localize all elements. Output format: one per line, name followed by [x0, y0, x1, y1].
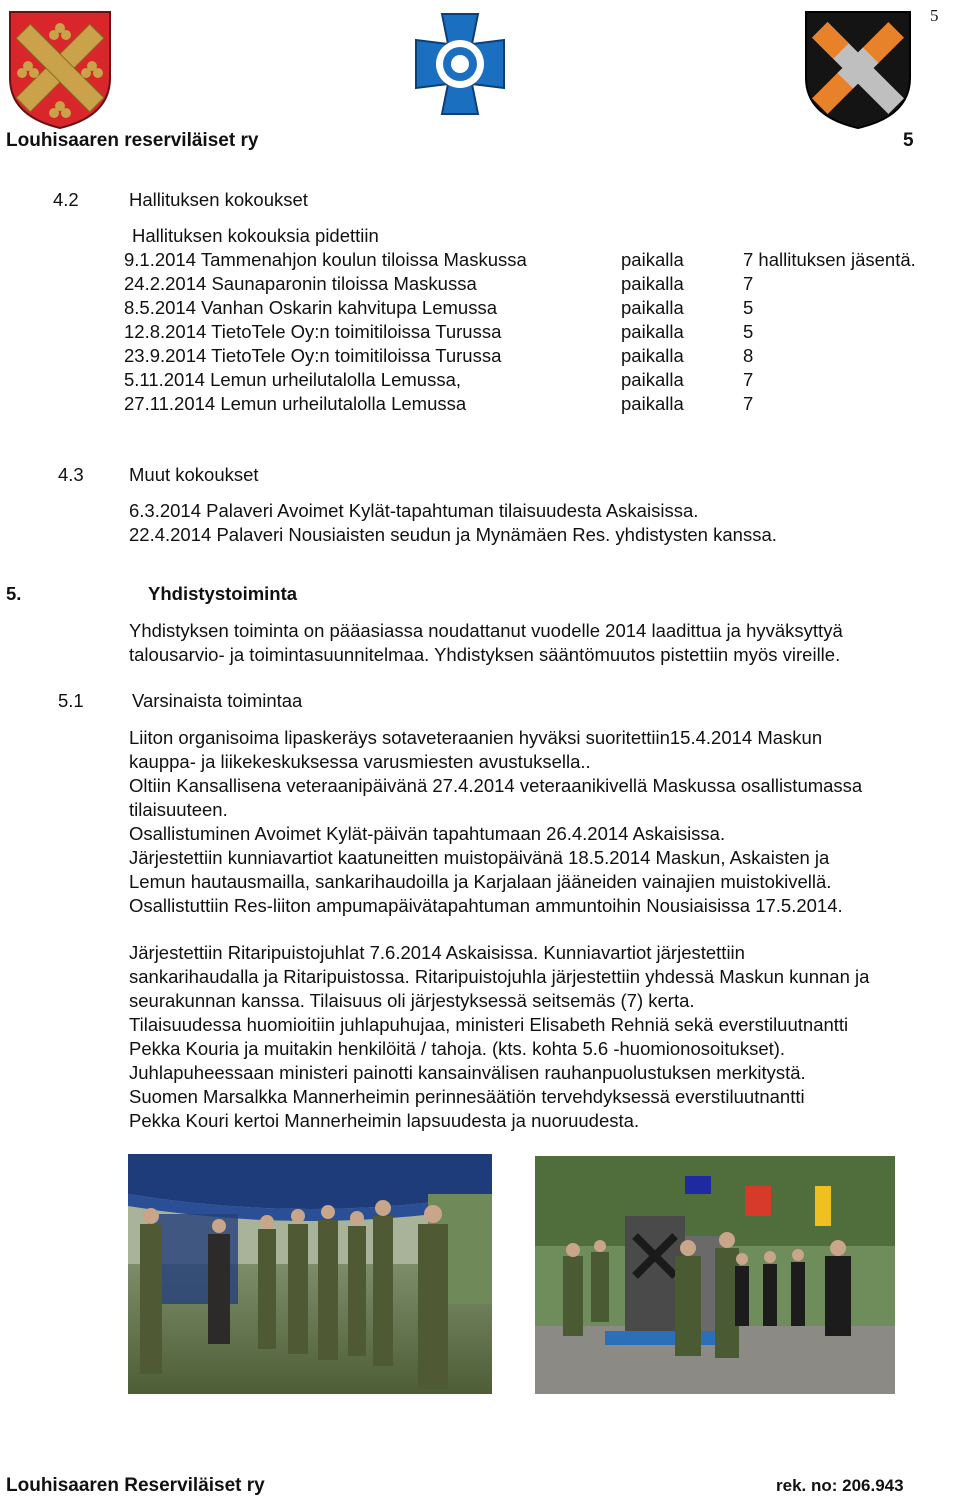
meeting-count: 7: [743, 369, 754, 390]
section-4-2-number: 4.2: [53, 189, 79, 210]
section-5-1-number: 5.1: [58, 690, 84, 711]
paragraph-line: Oltiin Kansallisena veteraanipäivänä 27.4.2014 veteraanikivellä Maskussa osallistumassa: [129, 775, 863, 796]
other-meeting-line: 22.4.2014 Palaveri Nousiaisten seudun ja Mynämäen Res. yhdistysten kanssa.: [129, 524, 777, 545]
footer-org-name: Louhisaaren Reserviläiset ry: [6, 1475, 265, 1496]
meeting-count: 8: [743, 345, 754, 366]
activities-paragraph-1: [129, 726, 959, 918]
header-org-name: Louhisaaren reserviläiset ry: [6, 130, 259, 151]
activities-paragraph-2: [129, 941, 959, 1133]
meeting-event: 24.2.2014 Saunaparonin tiloissa Maskussa: [124, 273, 477, 294]
meeting-event: 8.5.2014 Vanhan Oskarin kahvitupa Lemussa: [124, 297, 497, 318]
paragraph-line: Juhlapuheessaan ministeri painotti kansainvälisen rauhanpuolustuksen merkitystä.: [129, 1062, 806, 1083]
section-5-paragraph: [129, 619, 959, 667]
paragraph-line: seurakunnan kanssa. Tilaisuus oli järjestyksessä seitsemäs (7) kerta.: [129, 990, 695, 1011]
meeting-count: 7: [743, 273, 754, 294]
section-5-1-title: Varsinaista toimintaa: [132, 690, 303, 711]
meeting-count: 5: [743, 297, 754, 318]
meeting-label: paikalla: [621, 369, 684, 390]
meeting-count: 7: [743, 393, 754, 414]
blue-cross-emblem-logo: [408, 10, 512, 118]
black-coat-of-arms-logo: [802, 8, 914, 130]
paragraph-line: Osallistuminen Avoimet Kylät-päivän tapahtumaan 26.4.2014 Askaisissa.: [129, 823, 726, 844]
paragraph-line: Suomen Marsalkka Mannerheimin perinnesäätiön tervehdyksessä everstiluutnantti: [129, 1086, 805, 1107]
section-4-2-title: Hallituksen kokoukset: [129, 189, 308, 210]
header-page-number: 5: [903, 130, 914, 151]
other-meeting-line: 6.3.2014 Palaveri Avoimet Kylät-tapahtuman tilaisuudesta Askaisissa.: [129, 500, 699, 521]
monument-ceremony-photo: [535, 1156, 895, 1394]
meeting-event: 12.8.2014 TietoTele Oy:n toimitiloissa Turussa: [124, 321, 502, 342]
meeting-label: paikalla: [621, 249, 684, 270]
paragraph-line: talousarvio- ja toimintasuunnitelmaa. Yhdistyksen sääntömuutos pistettiin myös vireille.: [129, 644, 841, 665]
paragraph-line: sankarihaudalla ja Ritaripuistossa. Ritaripuistojuhla järjestettiin yhdessä Maskun kunnan ja: [129, 966, 870, 987]
paragraph-line: Liiton organisoima lipaskeräys sotaveteraanien hyväksi suoritettiin15.4.2014 Maskun: [129, 727, 823, 748]
paragraph-line: Järjestettiin kunniavartiot kaatuneitten muistopäivänä 18.5.2014 Maskun, Askaisten ja: [129, 847, 830, 868]
paragraph-line: Pekka Kouria ja muitakin henkilöitä / tahoja. (kts. kohta 5.6 -huomionosoitukset).: [129, 1038, 786, 1059]
section-5-number: 5.: [6, 583, 22, 604]
ceremony-tent-photo: [128, 1154, 492, 1394]
meeting-label: paikalla: [621, 321, 684, 342]
meeting-count: 7 hallituksen jäsentä.: [743, 249, 916, 270]
paragraph-line: Osallistuttiin Res-liiton ampumapäivätapahtuman ammuntoihin Nousiaisissa 17.5.2014.: [129, 895, 843, 916]
paragraph-line: kauppa- ja liikekeskuksessa varusmiesten avustuksella..: [129, 751, 591, 772]
paragraph-line: Pekka Kouri kertoi Mannerheimin lapsuudesta ja nuoruudesta.: [129, 1110, 640, 1131]
paragraph-line: tilaisuuteen.: [129, 799, 228, 820]
meeting-label: paikalla: [621, 345, 684, 366]
meeting-label: paikalla: [621, 393, 684, 414]
paragraph-line: Järjestettiin Ritaripuistojuhlat 7.6.2014 Askaisissa. Kunniavartiot järjestettiin: [129, 942, 745, 963]
meeting-event: 9.1.2014 Tammenahjon koulun tiloissa Maskussa: [124, 249, 527, 270]
section-5-title: Yhdistystoiminta: [148, 583, 298, 604]
paragraph-line: Lemun hautausmailla, sankarihaudoilla ja Karjalaan jääneiden vainajien muistokivellä.: [129, 871, 832, 892]
section-4-3-number: 4.3: [58, 464, 84, 485]
meeting-event: 23.9.2014 TietoTele Oy:n toimitiloissa Turussa: [124, 345, 502, 366]
footer-reg-no: rek. no: 206.943: [776, 1476, 904, 1495]
meeting-label: paikalla: [621, 297, 684, 318]
section-4-3-title: Muut kokoukset: [129, 464, 259, 485]
red-coat-of-arms-logo: [6, 8, 114, 130]
section-4-2-intro: Hallituksen kokouksia pidettiin: [132, 225, 379, 246]
meeting-event: 27.11.2014 Lemun urheilutalolla Lemussa: [124, 393, 467, 414]
corner-page-number: 5: [930, 6, 939, 25]
meeting-event: 5.11.2014 Lemun urheilutalolla Lemussa,: [124, 369, 461, 390]
meeting-count: 5: [743, 321, 754, 342]
paragraph-line: Tilaisuudessa huomioitiin juhlapuhujaa, ministeri Elisabeth Rehniä sekä everstiluutnantti: [129, 1014, 849, 1035]
meeting-label: paikalla: [621, 273, 684, 294]
paragraph-line: Yhdistyksen toiminta on pääasiassa noudattanut vuodelle 2014 laadittua ja hyväksyttyä: [129, 620, 843, 641]
